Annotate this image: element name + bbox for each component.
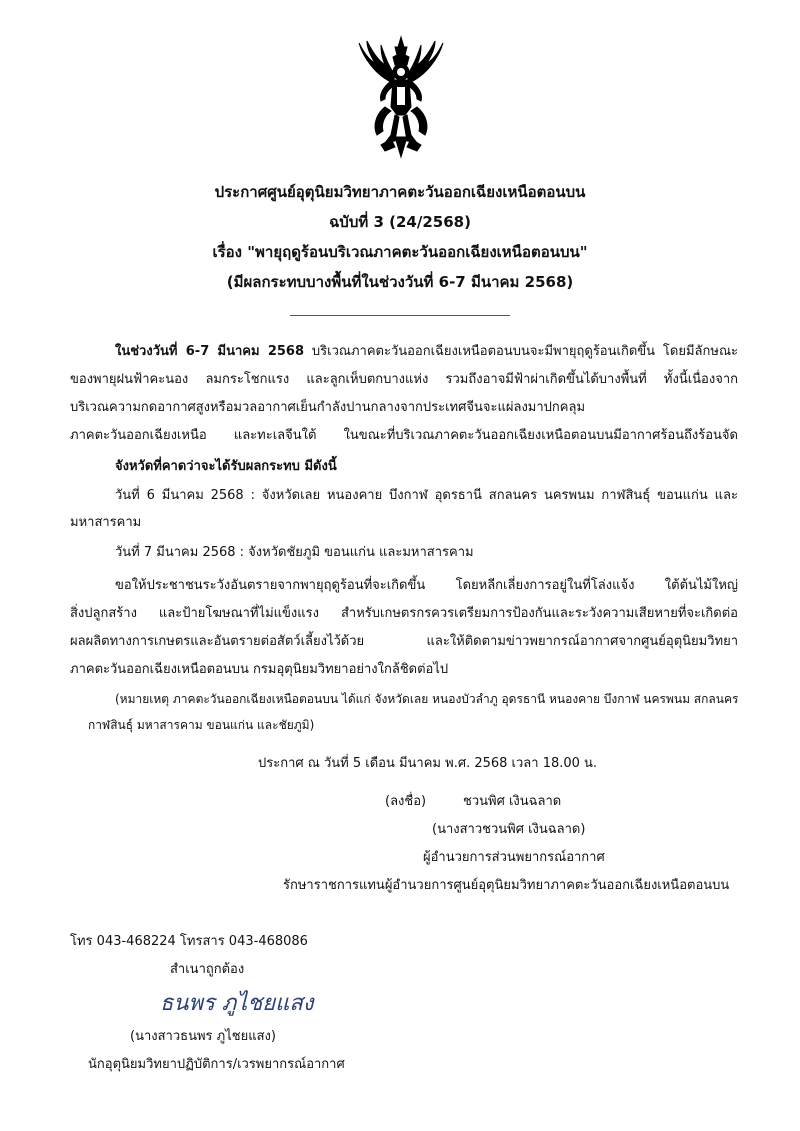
paragraph-1-line-3: บริเวณความกดอากาศสูงหรือมวลอากาศเย็นกำลังปานกลางจากประเทศจีนจะแผ่ลงมาปกคลุม bbox=[70, 400, 586, 415]
announcement-date: ประกาศ ณ วันที่ 5 เดือน มีนาคม พ.ศ. 2568 เวลา 18.00 น. bbox=[258, 756, 598, 771]
provinces-heading: จังหวัดที่คาดว่าจะได้รับผลกระทบ มีดังนี้ bbox=[115, 459, 337, 474]
paragraph-1-lead: ในช่วงวันที่ 6-7 มีนาคม 2568 bbox=[115, 344, 305, 359]
signer-position: ผู้อำนวยการส่วนพยากรณ์อากาศ bbox=[423, 850, 605, 865]
day-6-provinces-line-1: วันที่ 6 มีนาคม 2568 : จังหวัดเลย หนองคาย บึงกาฬ อุดรธานี สกลนคร นครพนม กาฬสินธุ์ ขอนแก่น และ bbox=[115, 488, 738, 503]
paragraph-2-line-3: ผลผลิตทางการเกษตรและอันตรายต่อสัตว์เลี้ยงไว้ด้วย และให้ติดตามข่าวพยากรณ์อากาศจากศูนย์อุตุนิยมวิทยา bbox=[70, 634, 738, 649]
paragraph-1-line-1-rest: บริเวณภาคตะวันออกเฉียงเหนือตอนบนจะมีพายุฤดูร้อนเกิดขึ้น โดยมีลักษณะ bbox=[304, 344, 738, 359]
signed-label: (ลงชื่อ) bbox=[385, 794, 427, 809]
document-impact-period: (มีผลกระทบบางพื้นที่ในช่วงวันที่ 6-7 มีนาคม 2568) bbox=[226, 273, 574, 291]
signed-name: ชวนพิศ เงินฉลาด bbox=[463, 794, 562, 809]
garuda-emblem-icon bbox=[355, 35, 447, 160]
handwritten-signature: ธนพร ภูไชยแสง bbox=[160, 991, 314, 1016]
document-subject: เรื่อง "พายุฤดูร้อนบริเวณภาคตะวันออกเฉียงเหนือตอนบน" bbox=[212, 243, 588, 261]
copy-certifier-position: นักอุตุนิยมวิทยาปฏิบัติการ/เวรพยากรณ์อากาศ bbox=[88, 1057, 345, 1072]
copy-certifier-name: (นางสาวธนพร ภูไชยแสง) bbox=[130, 1029, 276, 1044]
document-issue-number: ฉบับที่ 3 (24/2568) bbox=[329, 213, 471, 231]
day-7-provinces: วันที่ 7 มีนาคม 2568 : จังหวัดชัยภูมิ ขอนแก่น และมหาสารคาม bbox=[115, 545, 474, 560]
title-separator bbox=[290, 315, 510, 316]
paragraph-2-line-1: ขอให้ประชาชนระวังอันตรายจากพายุฤดูร้อนที่จะเกิดขึ้น โดยหลีกเลี่ยงการอยู่ในที่โล่งแจ้ง ใต้ต้นไม้ใหญ่ bbox=[115, 578, 738, 593]
signer-acting-position: รักษาราชการแทนผู้อำนวยการศูนย์อุตุนิยมวิทยาภาคตะวันออกเฉียงเหนือตอนบน bbox=[283, 878, 730, 893]
document-title-line-1: ประกาศศูนย์อุตุนิยมวิทยาภาคตะวันออกเฉียงเหนือตอนบน bbox=[214, 183, 586, 201]
paragraph-2-line-2: สิ่งปลูกสร้าง และป้ายโฆษณาที่ไม่แข็งแรง สำหรับเกษตรกรควรเตรียมการป้องกันและระวังความเสียหายที่จะเกิดต่อ bbox=[70, 606, 738, 621]
paragraph-1-line-4: ภาคตะวันออกเฉียงเหนือ และทะเลจีนใต้ ในขณะที่บริเวณภาคตะวันออกเฉียงเหนือตอนบนมีอากาศร้อนถึงร้อนจัด bbox=[70, 428, 738, 443]
certified-copy-label: สำเนาถูกต้อง bbox=[170, 962, 245, 977]
contact-phone-fax: โทร 043-468224 โทรสาร 043-468086 bbox=[70, 934, 308, 949]
day-6-provinces-line-2: มหาสารคาม bbox=[70, 515, 142, 530]
paragraph-2-line-4: ภาคตะวันออกเฉียงเหนือตอนบน กรมอุตุนิยมวิทยาอย่างใกล้ชิดต่อไป bbox=[70, 662, 449, 677]
note-line-2: กาฬสินธุ์ มหาสารคาม ขอนแก่น และชัยภูมิ) bbox=[88, 718, 315, 732]
paragraph-1-line-2: ของพายุฝนฟ้าคะนอง ลมกระโชกแรง และลูกเห็บตกบางแห่ง รวมถึงอาจมีฟ้าผ่าเกิดขึ้นได้บางพื้นที่ ทั้งนี้เนื่องจาก bbox=[70, 372, 738, 387]
signer-full-name: (นางสาวชวนพิศ เงินฉลาด) bbox=[432, 822, 586, 837]
note-line-1: (หมายเหตุ ภาคตะวันออกเฉียงเหนือตอนบน ได้แก่ จังหวัดเลย หนองบัวลำภู อุดรธานี หนองคาย บึงกาฬ นครพนม สกลนคร bbox=[115, 692, 738, 706]
paragraph-1-line-1 bbox=[115, 340, 738, 361]
